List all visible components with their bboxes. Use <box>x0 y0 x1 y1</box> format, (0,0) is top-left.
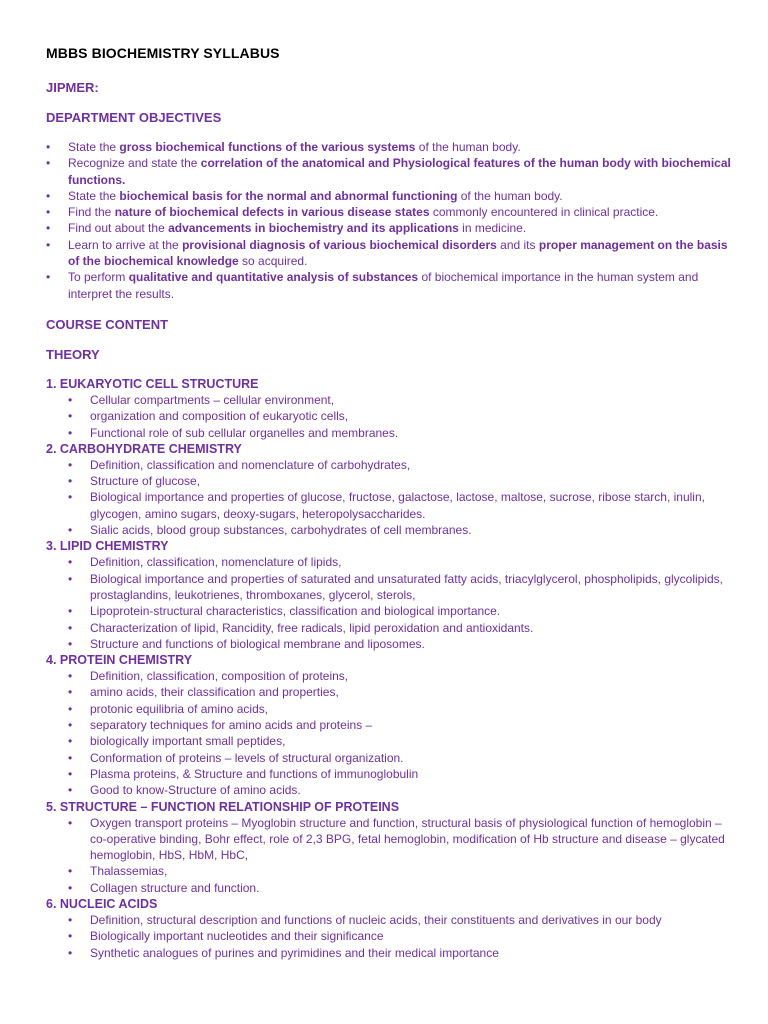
objective-emphasis: nature of biochemical defects in various disease states <box>114 205 430 220</box>
objective-emphasis: gross biochemical functions of the various systems <box>119 140 416 154</box>
topic-item: • Sialic acids, blood group substances, carbohydrates of cell membranes. <box>46 522 736 538</box>
topic-item: • Biologically important nucleotides and their significance <box>46 928 736 944</box>
topic-item: • organization and composition of eukaryotic cells, <box>46 408 736 424</box>
topic-heading: 1. EUKARYOTIC CELL STRUCTURE <box>46 377 259 391</box>
topics-section <box>46 376 736 961</box>
topic-item: • Good to know-Structure of amino acids. <box>46 782 736 798</box>
objective-text: Recognize and state the <box>68 156 201 171</box>
objective-text: commonly encountered in clinical practice. <box>429 205 659 220</box>
topic-block <box>46 652 736 798</box>
topic-heading: 2. CARBOHYDRATE CHEMISTRY <box>46 441 242 456</box>
objective-item <box>46 188 736 204</box>
topic-item: • Conformation of proteins – levels of structural organization. <box>46 750 736 766</box>
objectives-list <box>46 139 736 302</box>
topic-item: • Characterization of lipid, Rancidity, free radicals, lipid peroxidation and antioxidants. <box>46 620 736 636</box>
objective-text: Learn to arrive at the <box>68 237 183 252</box>
objective-item <box>46 139 736 155</box>
objective-item <box>46 220 736 236</box>
topic-item: • Thalassemias, <box>46 863 736 879</box>
objective-emphasis: proper management on the basis of the biochemical knowledge <box>68 237 728 269</box>
topic-block <box>46 799 736 896</box>
topic-item: • Synthetic analogues of purines and pyrimidines and their medical importance <box>46 945 736 961</box>
topic-block <box>46 896 736 961</box>
topic-item: • amino acids, their classification and properties, <box>46 684 736 700</box>
objective-text: State the <box>68 188 120 203</box>
topic-item: • biologically important small peptides, <box>46 733 736 749</box>
topic-item: • Definition, classification, composition of proteins, <box>46 668 736 684</box>
objective-text: of the human body. <box>457 188 563 203</box>
topic-item: • Structure and functions of biological membrane and liposomes. <box>46 636 736 652</box>
topic-heading: 3. LIPID CHEMISTRY <box>46 539 169 554</box>
topic-item: • Lipoprotein-structural characteristics, classification and biological importance. <box>46 603 736 619</box>
objective-text: Find out about the <box>68 221 169 236</box>
objective-item <box>46 155 736 188</box>
objective-emphasis: biochemical basis for the normal and abnormal functioning <box>119 188 458 203</box>
topic-item: • Collagen structure and function. <box>46 880 736 896</box>
topic-item-list <box>46 554 736 652</box>
topic-block <box>46 441 736 538</box>
objective-text: so acquired. <box>238 254 308 269</box>
objective-item <box>46 269 736 302</box>
objective-text: Find the <box>68 205 115 220</box>
objective-text: of the human body. <box>415 140 521 154</box>
objective-item <box>46 204 736 220</box>
topic-heading: 5. STRUCTURE – FUNCTION RELATIONSHIP OF PROTEINS <box>46 799 400 814</box>
topic-item-list <box>46 457 736 538</box>
topic-item-list <box>46 912 736 961</box>
objective-text: To perform <box>68 270 129 285</box>
topic-item: • Definition, structural description and functions of nucleic acids, their constituents and derivatives in our body <box>46 912 736 928</box>
objective-text: of biochemical importance in the human system and interpret the results. <box>68 270 699 301</box>
topic-item: • Definition, classification and nomenclature of carbohydrates, <box>46 457 736 473</box>
topic-item-list <box>46 815 736 896</box>
institution-heading: JIPMER: <box>46 80 99 95</box>
document-title: MBBS BIOCHEMISTRY SYLLABUS <box>46 45 280 61</box>
theory-heading: THEORY <box>46 347 100 362</box>
topic-item-list <box>46 668 736 798</box>
topic-heading: 6. NUCLEIC ACIDS <box>46 897 158 912</box>
topic-item: • Cellular compartments – cellular environment, <box>46 392 736 408</box>
topic-item: • Biological importance and properties of glucose, fructose, galactose, lactose, maltose, sucrose, ribose starch, inulin, glycogen, amino sugars, deoxy-sugars, heteropolysaccharides. <box>46 489 736 522</box>
topic-item: • Definition, classification, nomenclature of lipids, <box>46 554 736 570</box>
topic-item: • protonic equilibria of amino acids, <box>46 701 736 717</box>
topic-item: • Plasma proteins, & Structure and functions of immunoglobulin <box>46 766 736 782</box>
topic-block <box>46 538 736 652</box>
department-objectives-heading: DEPARTMENT OBJECTIVES <box>46 110 222 125</box>
topic-item: • Oxygen transport proteins – Myoglobin structure and function, structural basis of physiological function of hemoglobin – co-operative binding, Bohr effect, role of 2,3 BPG, fetal hemoglobin, modification of Hb structure and disease – glycated hemoglobin, HbS, HbM, HbC, <box>46 815 736 864</box>
topic-item: • Structure of glucose, <box>46 473 736 489</box>
topic-block <box>46 376 736 441</box>
topic-item: • separatory techniques for amino acids and proteins – <box>46 717 736 733</box>
topic-item: • Biological importance and properties of saturated and unsaturated fatty acids, triacylglycerol, phospholipids, glycolipids, prostaglandins, leukotrienes, thromboxanes, glycerol, sterols, <box>46 571 736 604</box>
objective-text: State the <box>68 140 120 154</box>
objective-emphasis: correlation of the anatomical and Physiological features of the human body with biochemical functions. <box>68 156 731 187</box>
objective-text: in medicine. <box>458 221 527 236</box>
topic-heading: 4. PROTEIN CHEMISTRY <box>46 653 193 668</box>
objective-emphasis: qualitative and quantitative analysis of substances <box>128 270 419 285</box>
objective-emphasis: advancements in biochemistry and its applications <box>168 221 459 236</box>
topic-item: • Functional role of sub cellular organelles and membranes. <box>46 425 736 441</box>
topic-item-list <box>46 392 736 441</box>
objective-emphasis: provisional diagnosis of various biochemical disorders <box>182 237 497 252</box>
objective-item <box>46 237 736 270</box>
objective-text: and its <box>496 237 539 252</box>
course-content-heading: COURSE CONTENT <box>46 317 169 332</box>
